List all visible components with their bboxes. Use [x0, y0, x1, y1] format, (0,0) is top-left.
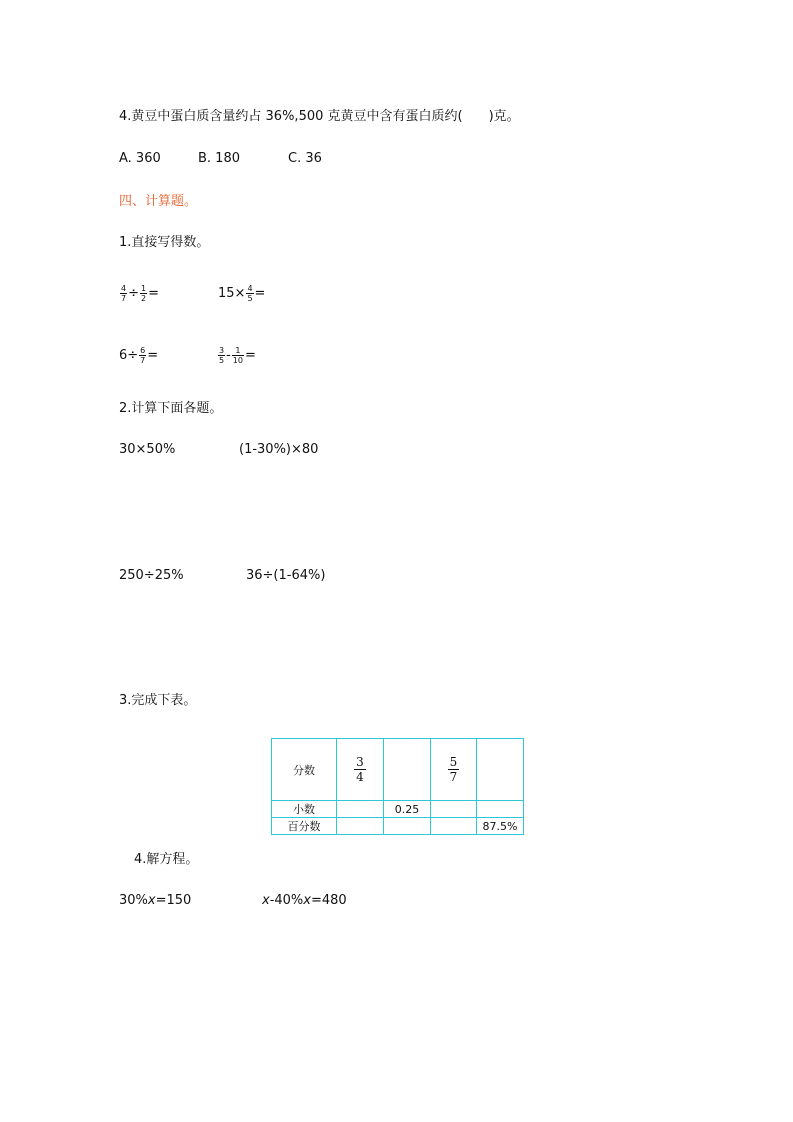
option-a: A. 360	[119, 151, 161, 166]
table-cell[interactable]	[337, 818, 384, 835]
fraction: $\frac{6}{7}$	[140, 346, 146, 366]
row-label-percent: 百分数	[272, 818, 337, 835]
problem-4: 36÷(1-64%)	[246, 568, 326, 583]
equation-1: 30%x=150	[119, 893, 192, 908]
row-label-decimal: 小数	[272, 801, 337, 818]
answer-blank	[463, 109, 489, 124]
table-cell[interactable]	[337, 801, 384, 818]
subquestion-4-title: 4.解方程。	[134, 852, 199, 867]
expression-3: 6÷ $\frac{6}{7}$ =	[119, 346, 159, 366]
table-cell: 87.5%	[477, 818, 524, 835]
problem-2: (1-30%)×80	[239, 442, 319, 457]
subquestion-1-title: 1.直接写得数。	[119, 235, 210, 250]
fraction: $\frac{3}{4}$	[356, 754, 364, 784]
table-row	[272, 801, 524, 818]
table-cell[interactable]	[477, 801, 524, 818]
section-heading: 四、计算题。	[119, 194, 198, 209]
variable-x: x	[262, 893, 270, 908]
fraction: $\frac{1}{2}$	[141, 284, 147, 304]
table-cell	[337, 739, 384, 801]
expression-4: $\frac{3}{5}$ - $\frac{1}{10}$ =	[219, 346, 256, 366]
expression-2: 15× $\frac{4}{5}$ =	[218, 284, 266, 304]
variable-x: x	[147, 893, 156, 908]
problem-3: 250÷25%	[119, 568, 184, 583]
conversion-table	[271, 738, 524, 835]
table-row	[272, 739, 524, 801]
fraction: $\frac{1}{10}$	[232, 346, 243, 366]
table-cell: 0.25	[384, 801, 431, 818]
table-cell[interactable]	[431, 818, 477, 835]
table-cell[interactable]	[431, 801, 477, 818]
table-cell[interactable]	[384, 739, 431, 801]
table-cell[interactable]	[384, 818, 431, 835]
question-4-stem-text: 4.黄豆中蛋白质含量约占 36%,500 克黄豆中含有蛋白质约(	[119, 109, 463, 124]
subquestion-3-title: 3.完成下表。	[119, 693, 197, 708]
table-cell[interactable]	[477, 739, 524, 801]
question-4-stem-end: )克。	[488, 109, 520, 124]
fraction: $\frac{4}{7}$	[121, 284, 127, 304]
fraction: $\frac{4}{5}$	[247, 284, 253, 304]
row-label-fraction: 分数	[272, 739, 337, 801]
equation-2: x-40%x=480	[262, 893, 347, 908]
option-b: B. 180	[198, 151, 240, 166]
fraction: $\frac{5}{7}$	[449, 754, 458, 784]
table-cell	[431, 739, 477, 801]
question-4-stem	[119, 110, 520, 123]
option-c: C. 36	[288, 151, 322, 166]
expression-1: $\frac{4}{7}$ ÷ $\frac{1}{2}$ =	[121, 284, 159, 304]
variable-x: x	[303, 893, 311, 908]
subquestion-2-title: 2.计算下面各题。	[119, 401, 223, 416]
fraction: $\frac{3}{5}$	[219, 346, 225, 366]
table-row	[272, 818, 524, 835]
problem-1: 30×50%	[119, 442, 176, 457]
